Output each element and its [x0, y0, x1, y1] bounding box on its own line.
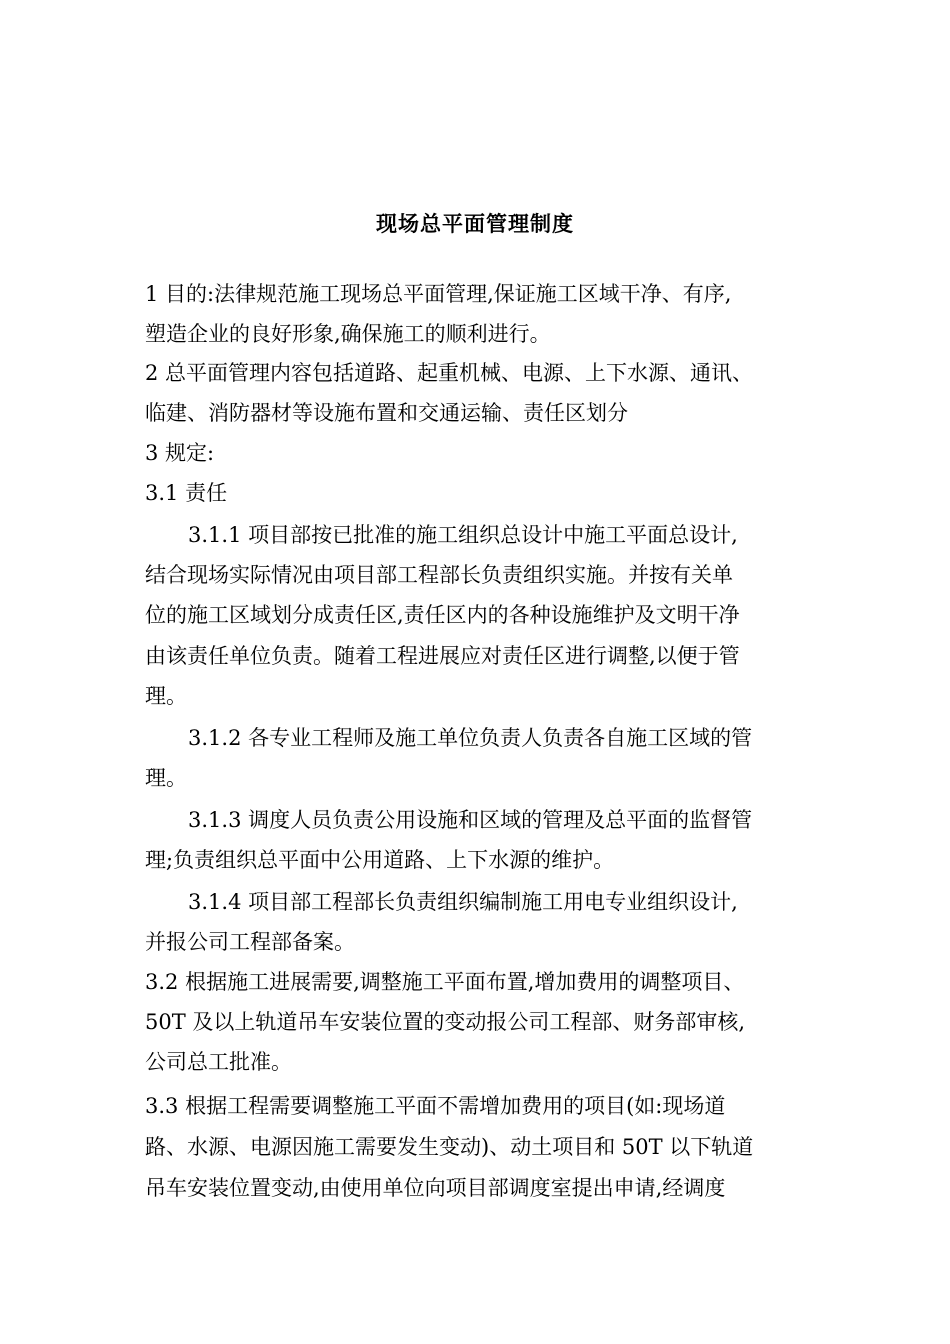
clause-3-1-4-line-2: 并报公司工程部备案。	[145, 930, 355, 954]
clause-3-1-1-line-2: 结合现场实际情况由项目部工程部长负责组织实施。并按有关单	[145, 563, 733, 587]
text-line-content-2: 临建、消防器材等设施布置和交通运输、责任区划分	[145, 401, 628, 425]
clause-3-2-line-2: 50T 及以上轨道吊车安装位置的变动报公司工程部、财务部审核,	[145, 1010, 746, 1034]
clause-3-1-3-line-1: 3.1.3 调度人员负责公用设施和区域的管理及总平面的监督管	[188, 808, 753, 832]
document-title: 现场总平面管理制度	[376, 212, 574, 236]
text-line-purpose-1: 1 目的:法律规范施工现场总平面管理,保证施工区域干净、有序,	[145, 282, 732, 306]
clause-3-1-4-line-1: 3.1.4 项目部工程部长负责组织编制施工用电专业组织设计,	[188, 890, 738, 914]
clause-3-1-2-line-2: 理。	[145, 766, 187, 790]
clause-3-3-line-2: 路、水源、电源因施工需要发生变动)、动土项目和 50T 以下轨道	[145, 1135, 754, 1159]
section-heading-rules: 3 规定:	[145, 441, 215, 465]
clause-3-2-line-3: 公司总工批准。	[145, 1050, 292, 1074]
clause-3-1-1-line-3: 位的施工区域划分成责任区,责任区内的各种设施维护及文明干净	[145, 603, 740, 627]
text-line-purpose-2: 塑造企业的良好形象,确保施工的顺利进行。	[145, 322, 551, 346]
clause-3-1-1-line-1: 3.1.1 项目部按已批准的施工组织总设计中施工平面总设计,	[188, 523, 738, 547]
clause-3-1-1-line-4: 由该责任单位负责。随着工程进展应对责任区进行调整,以便于管	[145, 644, 740, 668]
clause-3-3-line-3: 吊车安装位置变动,由使用单位向项目部调度室提出申请,经调度	[145, 1176, 726, 1200]
section-heading-responsibility: 3.1 责任	[145, 481, 228, 505]
clause-3-3-line-1: 3.3 根据工程需要调整施工平面不需增加费用的项目(如:现场道	[145, 1094, 726, 1118]
clause-3-1-2-line-1: 3.1.2 各专业工程师及施工单位负责人负责各自施工区域的管	[188, 726, 753, 750]
clause-3-2-line-1: 3.2 根据施工进展需要,调整施工平面布置,增加费用的调整项目、	[145, 970, 745, 994]
clause-3-1-3-line-2: 理;负责组织总平面中公用道路、上下水源的维护。	[145, 848, 615, 872]
clause-3-1-1-line-5: 理。	[145, 684, 187, 708]
text-line-content-1: 2 总平面管理内容包括道路、起重机械、电源、上下水源、通讯、	[145, 361, 754, 385]
